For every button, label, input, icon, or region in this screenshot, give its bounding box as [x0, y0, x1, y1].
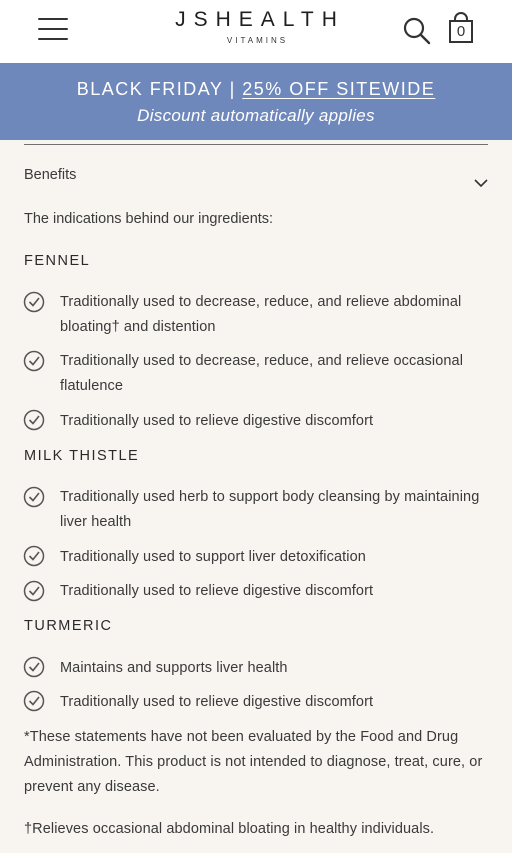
logo-wordmark: JSHEALTH [175, 8, 345, 31]
check-circle-icon [23, 409, 45, 431]
section-heading-fennel: FENNEL [24, 253, 91, 269]
section-heading-milk-thistle: MILK THISTLE [24, 448, 140, 464]
section-heading-turmeric: TURMERIC [24, 618, 113, 634]
benefits-intro: The indications behind our ingredients: [24, 211, 274, 227]
check-circle-icon [23, 486, 45, 508]
chevron-down-icon[interactable] [473, 178, 489, 188]
check-circle-icon [23, 656, 45, 678]
cart-count: 0 [456, 23, 466, 40]
bloating-footnote: †Relieves occasional abdominal bloating in healthy individuals. [24, 821, 435, 837]
shopping-bag-button[interactable] [446, 12, 476, 44]
promo-prefix: BLACK FRIDAY | [76, 79, 243, 99]
list-item: Traditionally used to relieve digestive discomfort [60, 413, 374, 429]
promo-banner [0, 63, 512, 140]
promo-headline [0, 79, 512, 100]
search-icon[interactable] [402, 16, 432, 46]
logo[interactable] [0, 8, 512, 45]
fda-disclaimer: *These statements have not been evaluated by the Food and Drug Administration. This product is not intended to diagnose, treat, cure, or prevent any disease. [24, 729, 483, 795]
check-circle-icon [23, 580, 45, 602]
list-item: Traditionally used to decrease, reduce, and relieve abdominal bloating† and distention [60, 294, 462, 335]
check-circle-icon [23, 690, 45, 712]
list-item: Maintains and supports liver health [60, 660, 288, 676]
benefits-accordion-label[interactable]: Benefits [24, 167, 77, 183]
list-item: Traditionally used herb to support body cleansing by maintaining liver health [60, 489, 480, 530]
site-header [0, 0, 512, 63]
list-item: Traditionally used to decrease, reduce, and relieve occasional flatulence [60, 353, 464, 394]
divider [24, 144, 488, 145]
promo-subtitle: Discount automatically applies [137, 106, 375, 125]
list-item: Traditionally used to support liver detoxification [60, 549, 366, 565]
list-item: Traditionally used to relieve digestive discomfort [60, 583, 374, 599]
promo-link[interactable]: 25% OFF SITEWIDE [242, 79, 436, 99]
check-circle-icon [23, 291, 45, 313]
check-circle-icon [23, 545, 45, 567]
logo-subtitle: VITAMINS [226, 36, 289, 45]
list-item: Traditionally used to relieve digestive discomfort [60, 694, 374, 710]
check-circle-icon [23, 350, 45, 372]
